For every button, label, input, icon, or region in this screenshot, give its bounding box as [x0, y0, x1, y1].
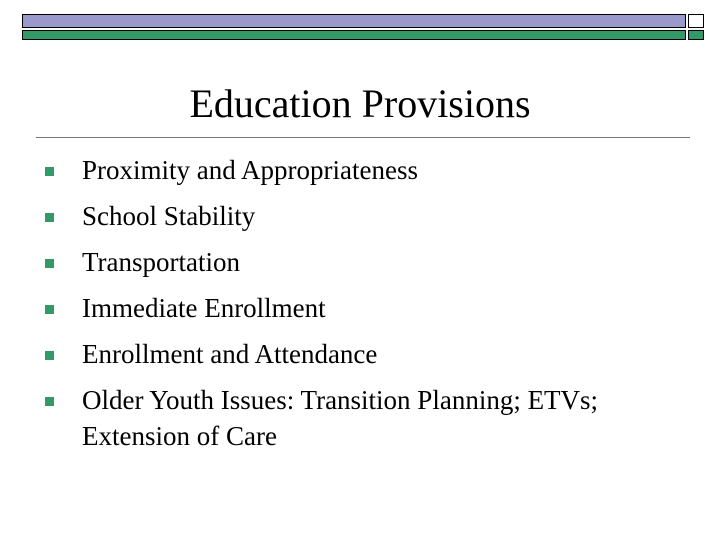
header-accent-box-top — [688, 14, 704, 28]
list-item — [44, 382, 694, 454]
list-item — [44, 290, 694, 326]
square-bullet-icon — [45, 397, 54, 406]
square-bullet-icon — [45, 351, 54, 360]
header-accent-box-bottom — [688, 30, 704, 40]
bullet-text: Enrollment and Attendance — [82, 339, 378, 369]
bullet-text: Transportation — [82, 247, 241, 277]
list-item — [44, 152, 694, 188]
bullet-text: Immediate Enrollment — [82, 293, 326, 323]
slide-title: Education Provisions — [189, 81, 531, 126]
bullet-list — [44, 152, 694, 454]
list-item — [44, 336, 694, 372]
header-accent-bar-bottom — [22, 30, 686, 40]
square-bullet-icon — [45, 213, 54, 222]
list-item — [44, 244, 694, 280]
square-bullet-icon — [45, 305, 54, 314]
square-bullet-icon — [45, 259, 54, 268]
square-bullet-icon — [45, 167, 54, 176]
bullet-text: Proximity and Appropriateness — [82, 155, 418, 185]
bullet-text: Older Youth Issues: Transition Planning; ETVs; Extension of Care — [82, 385, 599, 451]
bullet-text: School Stability — [82, 201, 256, 231]
list-item — [44, 198, 694, 234]
title-divider — [36, 137, 690, 138]
header-accent-bar-top — [22, 14, 686, 28]
